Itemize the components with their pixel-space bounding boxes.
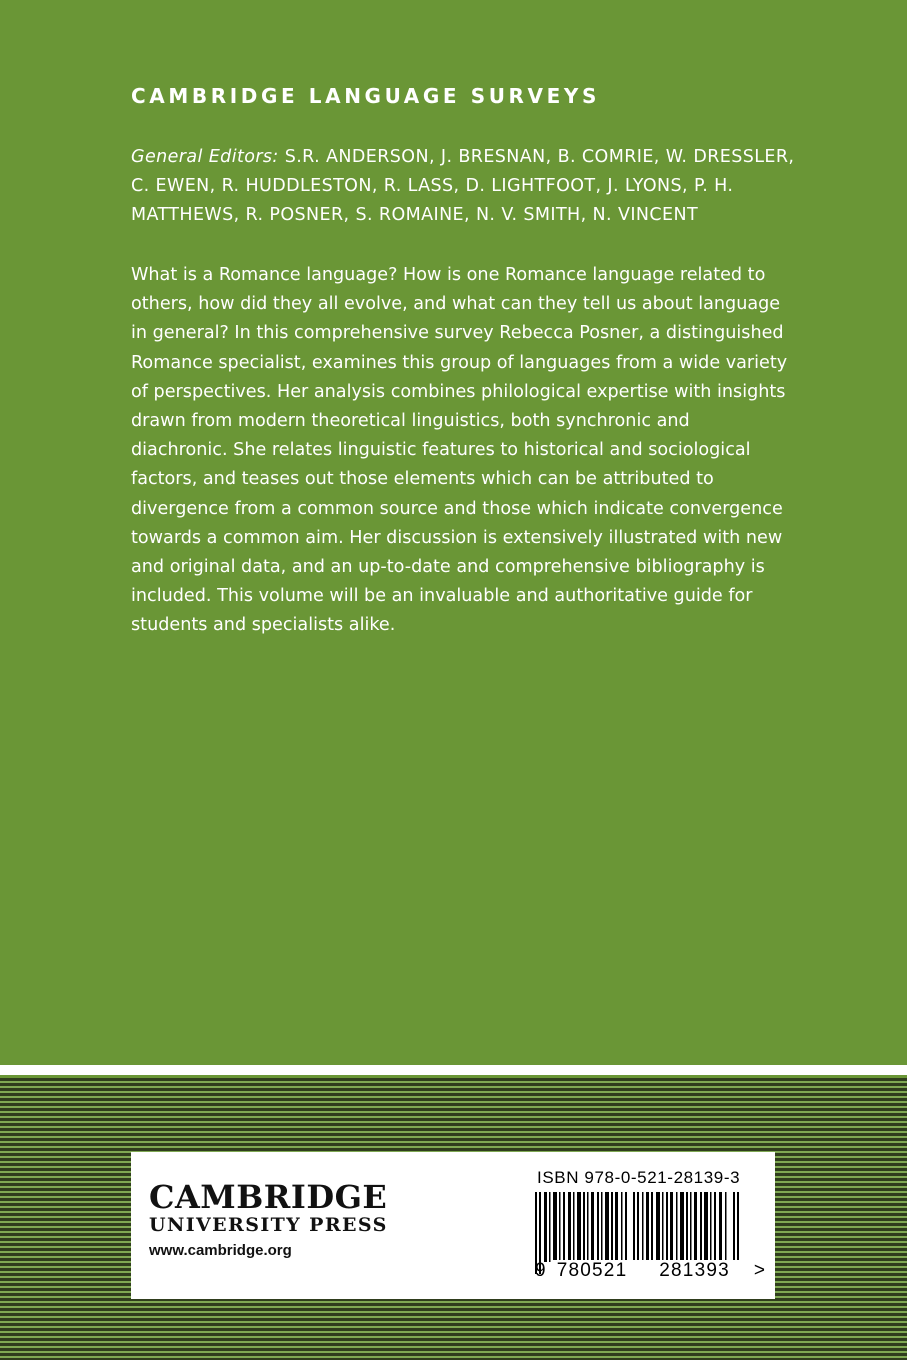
series-title: CAMBRIDGE LANGUAGE SURVEYS (131, 84, 600, 108)
barcode-lead-digit: 9 (535, 1260, 546, 1281)
editors-label: General Editors: (131, 147, 279, 167)
general-editors (131, 143, 811, 230)
editors-list: S.R. ANDERSON, J. BRESNAN, B. COMRIE, W. DRESSLER, C. EWEN, R. HUDDLESTON, R. LASS, D. LIGHTFOOT, J. LYONS, P. H. MATTHEWS, R. POSNER, S. ROMAINE, N. V. SMITH, N. VINCENT (131, 147, 795, 225)
barcode-digit-group-right: 281393 (655, 1260, 752, 1282)
barcode-quiet-zone-mark: > (753, 1260, 765, 1281)
barcode-digits (535, 1260, 765, 1282)
publisher-subname: UNIVERSITY PRESS (149, 1214, 388, 1236)
book-description: What is a Romance language? How is one Romance language related to others, how did they all evolve, and what can they tell us about language in general? In this comprehensive survey Rebecca Posner, a distinguished Romance specialist, examines this group of languages from a wide variety of perspectives. Her analysis combines philological expertise with insights drawn from modern theoretical linguistics, both synchronic and diachronic. She relates linguistic features to historical and sociological factors, and teases out those elements which can be attributed to divergence from a common source and those which indicate convergence towards a common aim. Her discussion is extensively illustrated with new and original data, and an up-to-date and comprehensive bibliography is included. This volume will be an invaluable and authoritative guide for students and specialists alike. (131, 265, 788, 636)
publisher-name: CAMBRIDGE (149, 1178, 388, 1216)
white-divider (0, 1065, 907, 1075)
isbn-label: ISBN 978-0-521-28139-3 (537, 1168, 741, 1187)
publisher-logo (149, 1180, 388, 1236)
publisher-url: www.cambridge.org (149, 1242, 292, 1259)
imprint-panel (131, 1152, 775, 1299)
barcode-digit-group-left: 780521 (553, 1260, 656, 1282)
